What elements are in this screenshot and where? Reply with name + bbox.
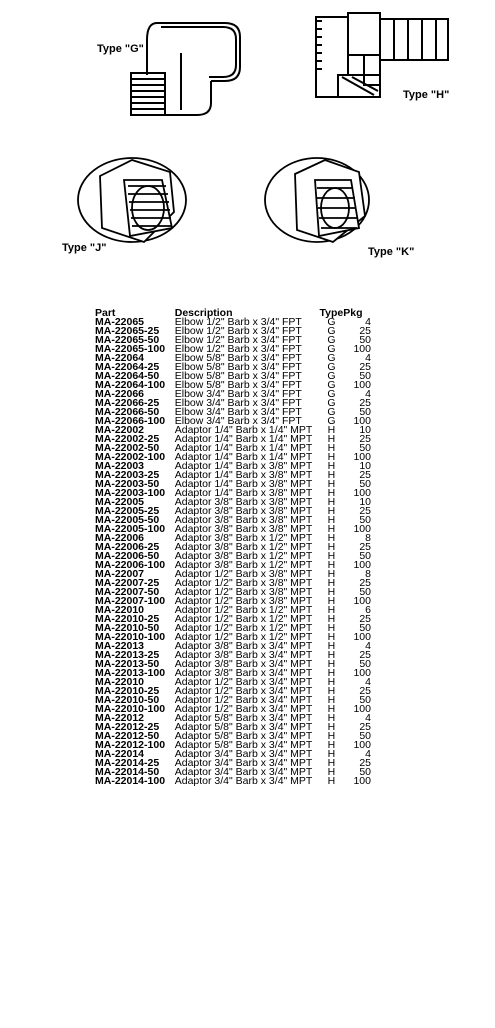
cell-type: H (327, 667, 336, 679)
cell-pkg: 4 (365, 388, 371, 400)
cell-part: MA-22012-100 (95, 739, 166, 751)
parts-table (95, 308, 375, 786)
cell-type: H (327, 532, 336, 544)
cell-pkg: 25 (359, 397, 371, 409)
cell-pkg: 50 (359, 478, 371, 490)
type-h-label: Type "H" (403, 89, 450, 101)
type-g-label: Type "G" (97, 43, 144, 55)
header-pkg: Pkg (343, 306, 363, 319)
cell-part: MA-22003 (95, 460, 145, 472)
cell-pkg: 100 (353, 595, 371, 607)
cell-part: MA-22010-25 (95, 613, 160, 625)
cell-pkg: 50 (359, 766, 371, 778)
cell-description: Adaptor 3/8" Barb x 3/4" MPT (174, 640, 313, 652)
cell-pkg: 4 (365, 712, 371, 724)
cell-type: H (327, 523, 336, 535)
cell-type: H (327, 469, 336, 481)
cell-part: MA-22064-25 (95, 361, 160, 373)
cell-type: H (327, 649, 336, 661)
cell-pkg: 50 (359, 514, 371, 526)
cell-part: MA-22006-50 (95, 550, 160, 562)
cell-pkg: 4 (365, 676, 371, 688)
cell-description: Adaptor 1/2" Barb x 3/8" MPT (174, 586, 313, 598)
cell-description: Elbow 5/8" Barb x 3/4" FPT (174, 352, 302, 364)
cell-part: MA-22066-25 (95, 397, 160, 409)
cell-description: Adaptor 3/8" Barb x 1/2" MPT (174, 550, 313, 562)
cell-description: Adaptor 1/2" Barb x 3/4" MPT (174, 703, 313, 715)
cell-type: H (327, 451, 336, 463)
cell-pkg: 25 (359, 685, 371, 697)
cell-pkg: 100 (353, 631, 371, 643)
header-type: Type (319, 306, 344, 319)
cell-description: Adaptor 3/8" Barb x 1/2" MPT (174, 541, 313, 553)
cell-part: MA-22012-25 (95, 721, 160, 733)
cell-part: MA-22007-50 (95, 586, 160, 598)
cell-description: Elbow 5/8" Barb x 3/4" FPT (174, 361, 302, 373)
cell-part: MA-22066-50 (95, 406, 160, 418)
cell-description: Elbow 3/4" Barb x 3/4" FPT (174, 406, 302, 418)
cell-part: MA-22003-25 (95, 469, 160, 481)
cell-type: H (327, 460, 336, 472)
cell-part: MA-22014-25 (95, 757, 160, 769)
cell-pkg: 25 (359, 361, 371, 373)
cell-type: H (327, 640, 336, 652)
cell-part: MA-22010-25 (95, 685, 160, 697)
cell-type: H (327, 541, 336, 553)
type-k-adaptor-figure (255, 150, 415, 260)
cell-pkg: 6 (365, 604, 371, 616)
cell-pkg: 25 (359, 469, 371, 481)
cell-description: Adaptor 3/4" Barb x 3/4" MPT (174, 748, 313, 760)
cell-description: Adaptor 1/4" Barb x 1/4" MPT (174, 442, 313, 454)
cell-type: H (327, 505, 336, 517)
cell-pkg: 10 (359, 424, 371, 436)
header-description: Description (174, 306, 233, 319)
cell-pkg: 50 (359, 622, 371, 634)
cell-type: H (327, 631, 336, 643)
cell-part: MA-22006 (95, 532, 145, 544)
type-g-elbow-figure (95, 5, 255, 130)
cell-description: Adaptor 1/4" Barb x 3/8" MPT (174, 460, 313, 472)
cell-type: H (327, 703, 336, 715)
cell-description: Adaptor 3/4" Barb x 3/4" MPT (174, 757, 313, 769)
cell-type: H (327, 757, 336, 769)
cell-type: H (327, 559, 336, 571)
cell-part: MA-22013 (95, 640, 145, 652)
cell-pkg: 100 (353, 739, 371, 751)
cell-part: MA-22065-100 (95, 343, 166, 355)
cell-type: G (327, 379, 336, 391)
cell-type: H (327, 496, 336, 508)
cell-pkg: 100 (353, 703, 371, 715)
cell-description: Adaptor 1/2" Barb x 1/2" MPT (174, 631, 313, 643)
cell-description: Elbow 1/2" Barb x 3/4" FPT (174, 343, 302, 355)
cell-description: Adaptor 3/8" Barb x 1/2" MPT (174, 559, 313, 571)
cell-description: Adaptor 1/4" Barb x 1/4" MPT (174, 451, 313, 463)
cell-pkg: 25 (359, 325, 371, 337)
cell-description: Adaptor 1/2" Barb x 1/2" MPT (174, 622, 313, 634)
cell-pkg: 4 (365, 748, 371, 760)
cell-description: Adaptor 1/2" Barb x 3/8" MPT (174, 577, 313, 589)
cell-type: H (327, 550, 336, 562)
cell-pkg: 25 (359, 577, 371, 589)
cell-type: H (327, 694, 336, 706)
cell-part: MA-22003-50 (95, 478, 160, 490)
cell-description: Elbow 3/4" Barb x 3/4" FPT (174, 415, 302, 427)
cell-type: H (327, 730, 336, 742)
cell-part: MA-22066-100 (95, 415, 166, 427)
cell-pkg: 100 (353, 523, 371, 535)
cell-pkg: 50 (359, 370, 371, 382)
cell-part: MA-22010-50 (95, 694, 160, 706)
cell-type: G (327, 388, 336, 400)
cell-part: MA-22014 (95, 748, 145, 760)
parts-table-container (95, 308, 375, 786)
cell-part: MA-22014-100 (95, 775, 166, 787)
cell-type: G (327, 415, 336, 427)
cell-part: MA-22065-50 (95, 334, 160, 346)
cell-description: Adaptor 5/8" Barb x 3/4" MPT (174, 739, 313, 751)
cell-pkg: 25 (359, 433, 371, 445)
cell-part: MA-22007 (95, 568, 145, 580)
cell-description: Elbow 5/8" Barb x 3/4" FPT (174, 370, 302, 382)
cell-type: H (327, 775, 336, 787)
table-row (95, 777, 375, 786)
cell-pkg: 8 (365, 532, 371, 544)
header-part: Part (95, 306, 116, 319)
cell-pkg: 8 (365, 568, 371, 580)
cell-part: MA-22012 (95, 712, 145, 724)
cell-part: MA-22006-25 (95, 541, 160, 553)
cell-description: Elbow 1/2" Barb x 3/4" FPT (174, 325, 302, 337)
cell-type: G (327, 397, 336, 409)
cell-part: MA-22005 (95, 496, 145, 508)
cell-type: H (327, 658, 336, 670)
cell-type: H (327, 685, 336, 697)
cell-pkg: 50 (359, 658, 371, 670)
cell-pkg: 100 (353, 667, 371, 679)
cell-description: Adaptor 5/8" Barb x 3/4" MPT (174, 712, 313, 724)
cell-part: MA-22012-50 (95, 730, 160, 742)
cell-type: H (327, 586, 336, 598)
cell-type: G (327, 361, 336, 373)
cell-type: G (327, 325, 336, 337)
cell-pkg: 25 (359, 505, 371, 517)
cell-part: MA-22010-100 (95, 631, 166, 643)
cell-part: MA-22013-100 (95, 667, 166, 679)
cell-type: H (327, 442, 336, 454)
cell-part: MA-22064 (95, 352, 145, 364)
cell-pkg: 100 (353, 775, 371, 787)
cell-part: MA-22003-100 (95, 487, 166, 499)
cell-part: MA-22010-50 (95, 622, 160, 634)
cell-pkg: 100 (353, 487, 371, 499)
cell-pkg: 25 (359, 757, 371, 769)
cell-pkg: 50 (359, 334, 371, 346)
cell-type: H (327, 721, 336, 733)
cell-part: MA-22064-50 (95, 370, 160, 382)
cell-type: H (327, 739, 336, 751)
cell-type: G (327, 352, 336, 364)
cell-description: Adaptor 3/8" Barb x 3/8" MPT (174, 505, 313, 517)
cell-pkg: 50 (359, 730, 371, 742)
cell-type: G (327, 406, 336, 418)
cell-pkg: 25 (359, 649, 371, 661)
cell-type: H (327, 487, 336, 499)
cell-type: G (327, 370, 336, 382)
cell-part: MA-22007-25 (95, 577, 160, 589)
cell-description: Adaptor 3/4" Barb x 3/4" MPT (174, 775, 313, 787)
cell-type: H (327, 433, 336, 445)
cell-pkg: 25 (359, 721, 371, 733)
type-j-label: Type "J" (62, 242, 107, 254)
cell-part: MA-22002-25 (95, 433, 160, 445)
cell-type: G (327, 334, 336, 346)
cell-pkg: 50 (359, 550, 371, 562)
cell-pkg: 4 (365, 352, 371, 364)
cell-pkg: 50 (359, 586, 371, 598)
cell-description: Adaptor 1/2" Barb x 1/2" MPT (174, 604, 313, 616)
cell-description: Adaptor 1/2" Barb x 3/8" MPT (174, 568, 313, 580)
cell-pkg: 100 (353, 559, 371, 571)
cell-part: MA-22014-50 (95, 766, 160, 778)
cell-part: MA-22007-100 (95, 595, 166, 607)
cell-part: MA-22005-100 (95, 523, 166, 535)
cell-pkg: 25 (359, 613, 371, 625)
cell-pkg: 25 (359, 541, 371, 553)
type-k-label: Type "K" (368, 246, 415, 258)
cell-description: Elbow 1/2" Barb x 3/4" FPT (174, 334, 302, 346)
cell-pkg: 50 (359, 406, 371, 418)
cell-pkg: 100 (353, 343, 371, 355)
cell-type: H (327, 577, 336, 589)
cell-description: Adaptor 1/4" Barb x 3/8" MPT (174, 487, 313, 499)
cell-part: MA-22010 (95, 676, 145, 688)
cell-part: MA-22065-25 (95, 325, 160, 337)
cell-description: Adaptor 3/8" Barb x 3/8" MPT (174, 523, 313, 535)
cell-pkg: 100 (353, 379, 371, 391)
cell-pkg: 4 (365, 316, 371, 328)
cell-description: Adaptor 1/4" Barb x 3/8" MPT (174, 478, 313, 490)
cell-description: Adaptor 3/8" Barb x 3/8" MPT (174, 496, 313, 508)
cell-type: H (327, 622, 336, 634)
cell-part: MA-22005-25 (95, 505, 160, 517)
cell-type: G (327, 316, 336, 328)
cell-type: H (327, 604, 336, 616)
cell-type: H (327, 712, 336, 724)
cell-description: Adaptor 1/2" Barb x 1/2" MPT (174, 613, 313, 625)
cell-part: MA-22002-100 (95, 451, 166, 463)
cell-description: Adaptor 3/8" Barb x 3/4" MPT (174, 649, 313, 661)
cell-part: MA-22010-100 (95, 703, 166, 715)
cell-type: H (327, 568, 336, 580)
cell-type: H (327, 676, 336, 688)
parts-table-body (95, 318, 375, 786)
cell-description: Adaptor 1/4" Barb x 1/4" MPT (174, 433, 313, 445)
cell-description: Adaptor 1/2" Barb x 3/4" MPT (174, 694, 313, 706)
cell-description: Adaptor 3/4" Barb x 3/4" MPT (174, 766, 313, 778)
cell-pkg: 100 (353, 415, 371, 427)
cell-description: Elbow 5/8" Barb x 3/4" FPT (174, 379, 302, 391)
cell-type: H (327, 478, 336, 490)
cell-part: MA-22064-100 (95, 379, 166, 391)
cell-part: MA-22065 (95, 316, 145, 328)
cell-description: Adaptor 3/8" Barb x 3/8" MPT (174, 514, 313, 526)
cell-description: Adaptor 1/4" Barb x 1/4" MPT (174, 424, 313, 436)
cell-type: H (327, 424, 336, 436)
cell-type: H (327, 748, 336, 760)
cell-description: Adaptor 3/8" Barb x 3/4" MPT (174, 658, 313, 670)
cell-description: Elbow 1/2" Barb x 3/4" FPT (174, 316, 302, 328)
cell-type: H (327, 514, 336, 526)
cell-type: H (327, 766, 336, 778)
cell-pkg: 10 (359, 496, 371, 508)
cell-pkg: 50 (359, 442, 371, 454)
cell-pkg: 100 (353, 451, 371, 463)
cell-type: H (327, 595, 336, 607)
cell-description: Adaptor 1/2" Barb x 3/8" MPT (174, 595, 313, 607)
cell-part: MA-22013-50 (95, 658, 160, 670)
cell-type: H (327, 613, 336, 625)
cell-pkg: 50 (359, 694, 371, 706)
cell-description: Adaptor 5/8" Barb x 3/4" MPT (174, 730, 313, 742)
cell-pkg: 10 (359, 460, 371, 472)
cell-description: Adaptor 3/8" Barb x 1/2" MPT (174, 532, 313, 544)
cell-part: MA-22002 (95, 424, 145, 436)
cell-description: Adaptor 5/8" Barb x 3/4" MPT (174, 721, 313, 733)
cell-part: MA-22005-50 (95, 514, 160, 526)
cell-part: MA-22010 (95, 604, 145, 616)
cell-description: Adaptor 1/4" Barb x 3/8" MPT (174, 469, 313, 481)
cell-description: Elbow 3/4" Barb x 3/4" FPT (174, 397, 302, 409)
cell-description: Elbow 3/4" Barb x 3/4" FPT (174, 388, 302, 400)
cell-description: Adaptor 1/2" Barb x 3/4" MPT (174, 676, 313, 688)
cell-pkg: 4 (365, 640, 371, 652)
cell-type: G (327, 343, 336, 355)
cell-part: MA-22066 (95, 388, 145, 400)
cell-description: Adaptor 3/8" Barb x 3/4" MPT (174, 667, 313, 679)
cell-part: MA-22013-25 (95, 649, 160, 661)
cell-description: Adaptor 1/2" Barb x 3/4" MPT (174, 685, 313, 697)
type-h-adaptor-figure (308, 5, 458, 110)
cell-part: MA-22006-100 (95, 559, 166, 571)
cell-part: MA-22002-50 (95, 442, 160, 454)
type-k-adaptor-illustration (255, 150, 415, 260)
type-g-elbow-illustration (95, 5, 255, 130)
type-j-adaptor-figure (62, 150, 212, 260)
